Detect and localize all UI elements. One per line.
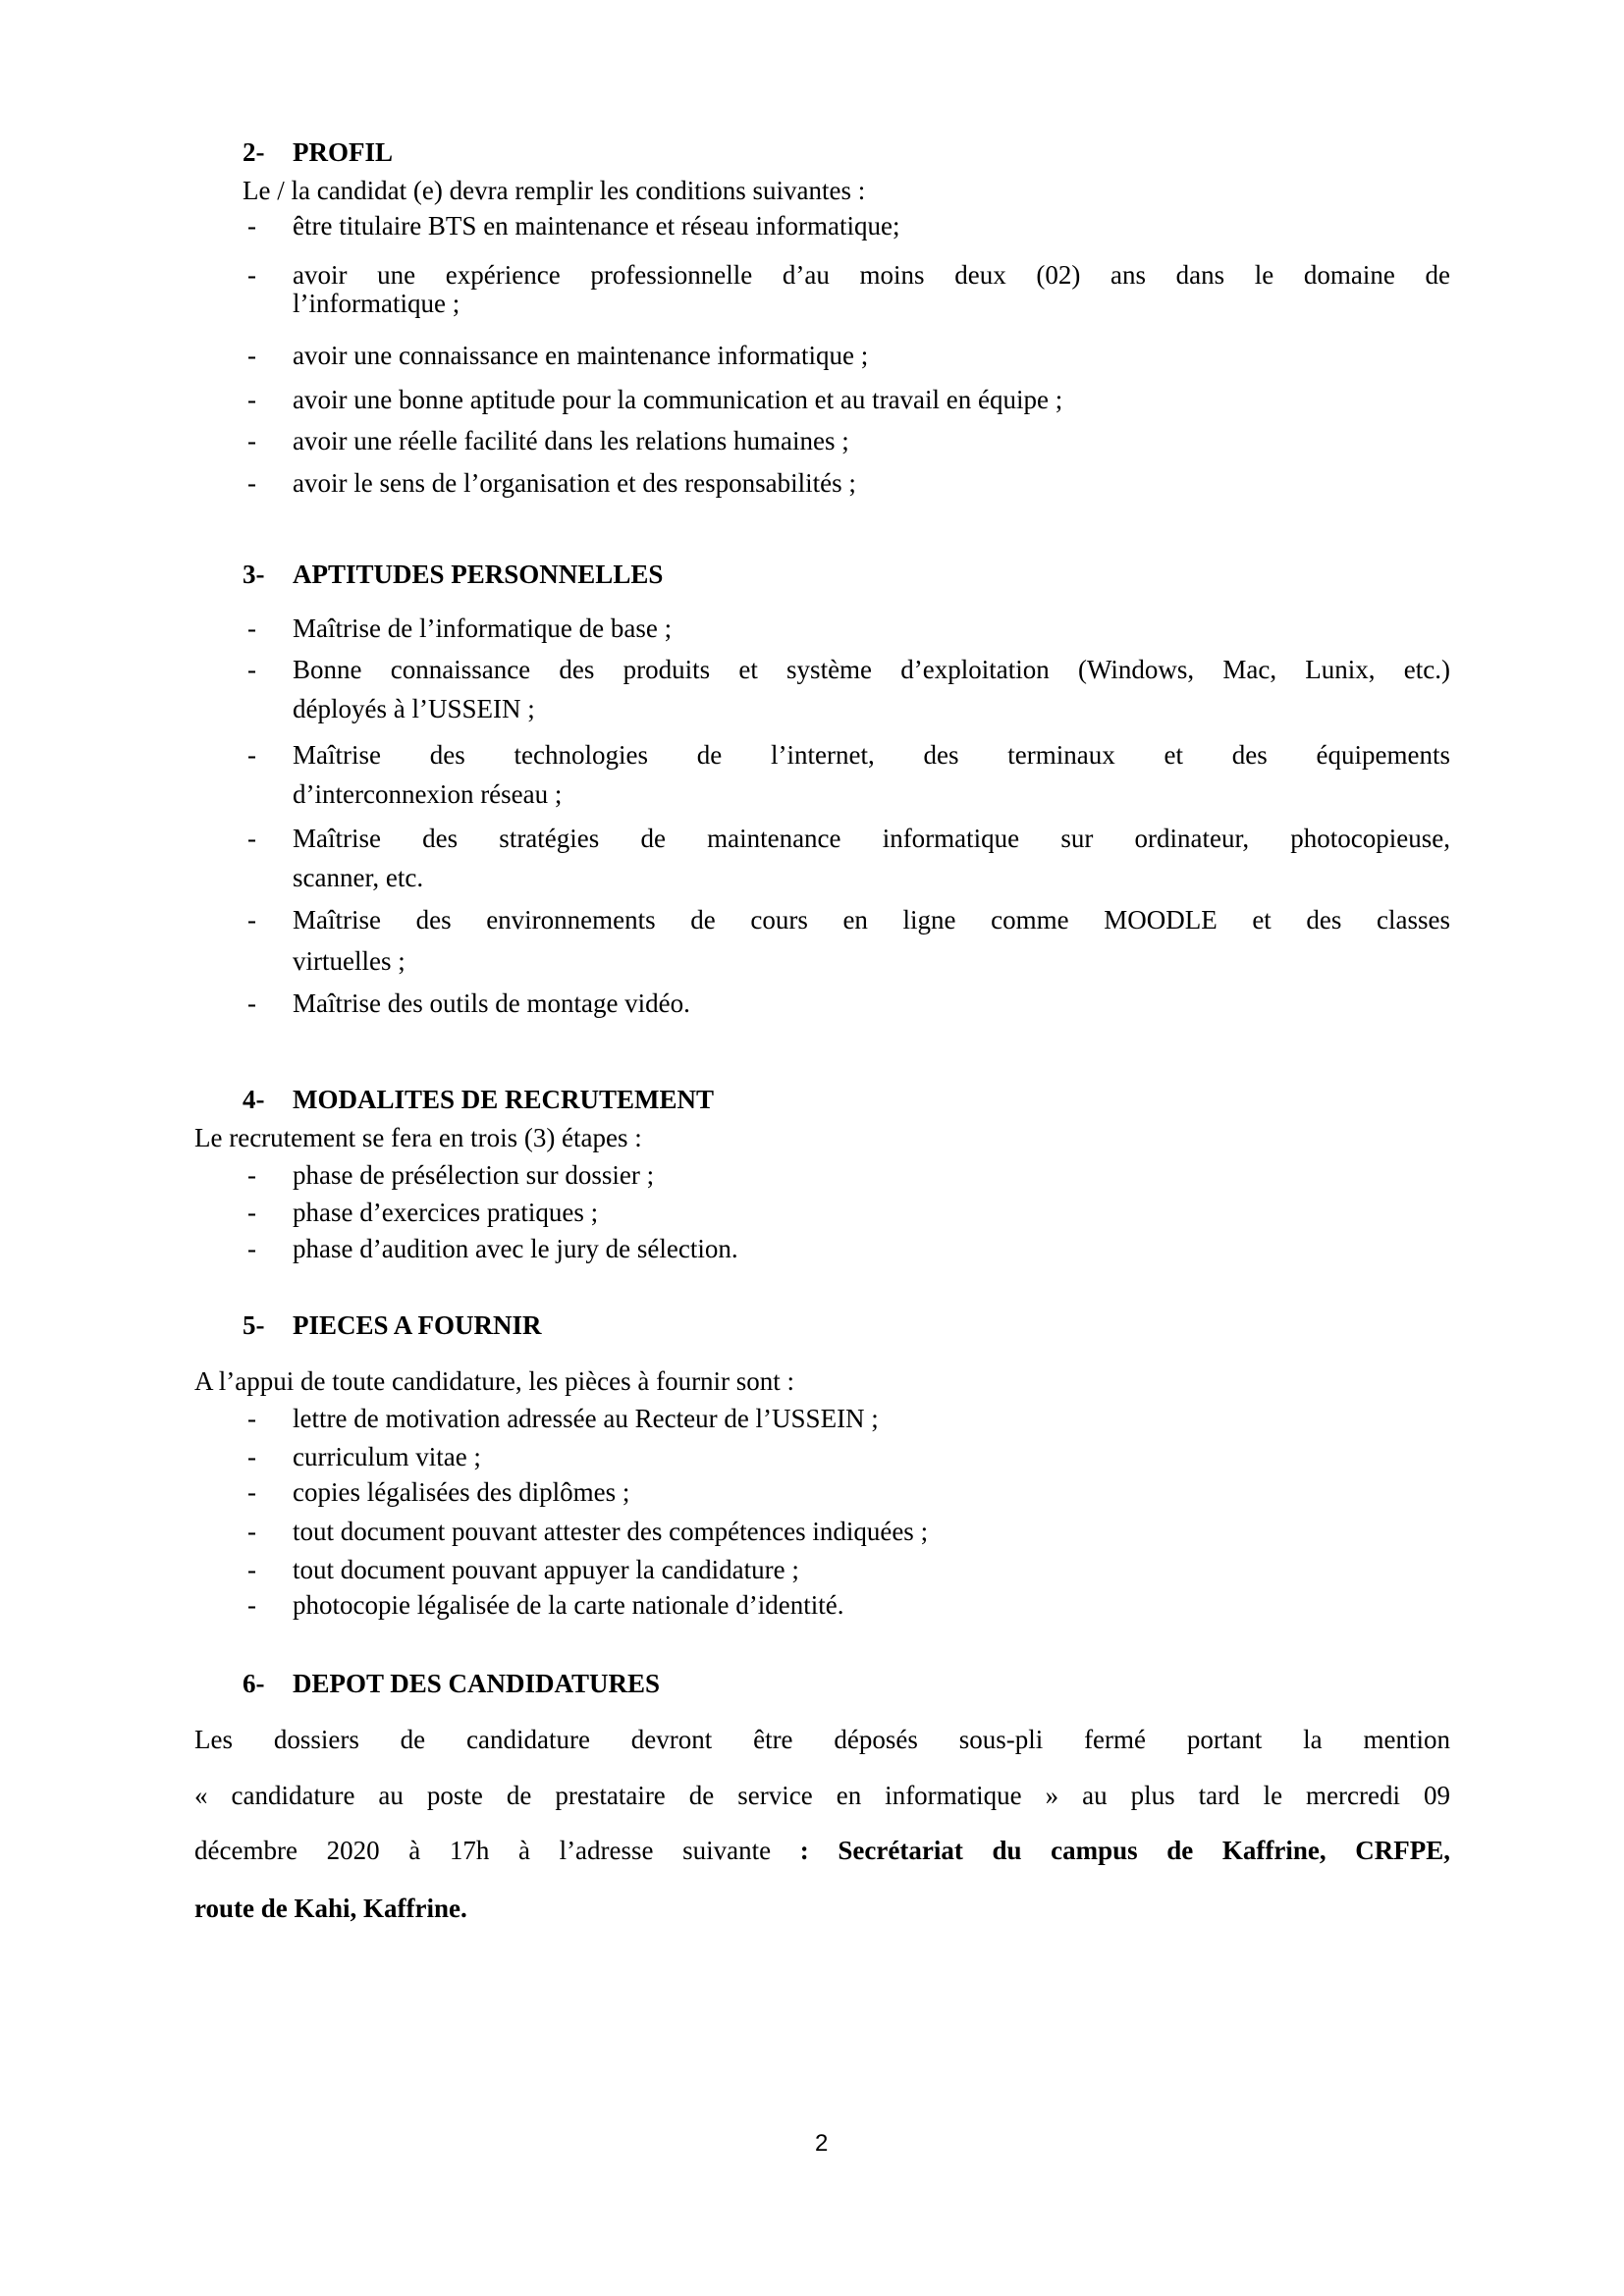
bullet-dash: - <box>247 1555 256 1584</box>
list-item: Maîtrise des outils de montage vidéo. <box>293 988 690 1018</box>
list-item-continuation: scanner, etc. <box>293 863 424 892</box>
section-heading <box>243 1085 715 1114</box>
section-heading <box>243 1310 542 1340</box>
section-number: 3- <box>243 560 265 589</box>
bullet-dash: - <box>247 1160 256 1190</box>
list-item-continuation: déployés à l’USSEIN ; <box>293 694 535 723</box>
list-item: être titulaire BTS en maintenance et réseau informatique; <box>293 211 900 240</box>
list-item: Maîtrise des environnements de cours en ligne comme MOODLE et des classes <box>293 905 1450 934</box>
list-item: avoir une réelle facilité dans les relations humaines ; <box>293 426 849 455</box>
paragraph-line: « candidature au poste de prestataire de service en informatique » au plus tard le mercredi 09 <box>194 1781 1450 1810</box>
bullet-dash: - <box>247 1442 256 1471</box>
section-number: 5- <box>243 1310 265 1340</box>
section-heading <box>243 560 664 589</box>
list-item-continuation: d’interconnexion réseau ; <box>293 779 563 809</box>
list-item: Maîtrise des stratégies de maintenance informatique sur ordinateur, photocopieuse, <box>293 824 1450 853</box>
bullet-dash: - <box>247 211 256 240</box>
page-number: 2 <box>815 2130 829 2157</box>
section-title: DEPOT DES CANDIDATURES <box>293 1669 661 1698</box>
bullet-dash: - <box>247 260 256 290</box>
section-title: MODALITES DE RECRUTEMENT <box>293 1085 715 1114</box>
section-number: 2- <box>243 137 265 167</box>
bullet-dash: - <box>247 341 256 370</box>
bullet-dash: - <box>247 740 256 770</box>
bullet-dash: - <box>247 905 256 934</box>
list-item: avoir une connaissance en maintenance informatique ; <box>293 341 869 370</box>
section-heading <box>243 137 394 167</box>
section-intro: Le / la candidat (e) devra remplir les conditions suivantes : <box>243 176 866 205</box>
list-item-continuation: l’informatique ; <box>293 289 460 318</box>
section-title: APTITUDES PERSONNELLES <box>293 560 664 589</box>
bullet-dash: - <box>247 426 256 455</box>
paragraph-line <box>194 1838 1450 1864</box>
list-item: curriculum vitae ; <box>293 1442 481 1471</box>
bullet-dash: - <box>247 614 256 643</box>
list-item: avoir une bonne aptitude pour la communication et au travail en équipe ; <box>293 385 1063 414</box>
list-item: avoir le sens de l’organisation et des responsabilités ; <box>293 468 856 498</box>
paragraph-line: Les dossiers de candidature devront être déposés sous-pli fermé portant la mention <box>194 1725 1450 1754</box>
list-item: lettre de motivation adressée au Recteur de l’USSEIN ; <box>293 1404 879 1433</box>
section-number: 6- <box>243 1669 265 1698</box>
bullet-dash: - <box>247 385 256 414</box>
bullet-dash: - <box>247 655 256 684</box>
bullet-dash: - <box>247 1404 256 1433</box>
list-item: avoir une expérience professionnelle d’au moins deux (02) ans dans le domaine de <box>293 260 1450 290</box>
bullet-dash: - <box>247 988 256 1018</box>
list-item: photocopie légalisée de la carte nationale d’identité. <box>293 1590 844 1620</box>
list-item: Bonne connaissance des produits et système d’exploitation (Windows, Mac, Lunix, etc.) <box>293 655 1450 684</box>
bullet-dash: - <box>247 824 256 853</box>
section-intro: A l’appui de toute candidature, les pièces à fournir sont : <box>194 1366 795 1396</box>
list-item: copies légalisées des diplômes ; <box>293 1477 630 1507</box>
list-item: phase de présélection sur dossier ; <box>293 1160 655 1190</box>
list-item: phase d’exercices pratiques ; <box>293 1198 599 1227</box>
list-item: Maîtrise de l’informatique de base ; <box>293 614 673 643</box>
address-text: route de Kahi, Kaffrine. <box>194 1894 467 1923</box>
list-item: tout document pouvant appuyer la candidature ; <box>293 1555 799 1584</box>
list-item: phase d’audition avec le jury de sélection. <box>293 1234 738 1263</box>
section-title: PROFIL <box>293 137 394 167</box>
bullet-dash: - <box>247 1590 256 1620</box>
list-item-continuation: virtuelles ; <box>293 946 406 976</box>
bullet-dash: - <box>247 1234 256 1263</box>
address-text: : Secrétariat du campus de Kaffrine, CRFPE, <box>799 1836 1451 1865</box>
section-intro: Le recrutement se fera en trois (3) étapes : <box>194 1123 642 1152</box>
bullet-dash: - <box>247 1517 256 1546</box>
section-number: 4- <box>243 1085 265 1114</box>
section-title: PIECES A FOURNIR <box>293 1310 542 1340</box>
bullet-dash: - <box>247 1198 256 1227</box>
section-heading <box>243 1669 661 1698</box>
bullet-dash: - <box>247 1477 256 1507</box>
list-item: Maîtrise des technologies de l’internet, des terminaux et des équipements <box>293 740 1450 770</box>
paragraph-text: décembre 2020 à 17h à l’adresse suivante <box>194 1836 772 1865</box>
bullet-dash: - <box>247 468 256 498</box>
list-item: tout document pouvant attester des compétences indiquées ; <box>293 1517 929 1546</box>
